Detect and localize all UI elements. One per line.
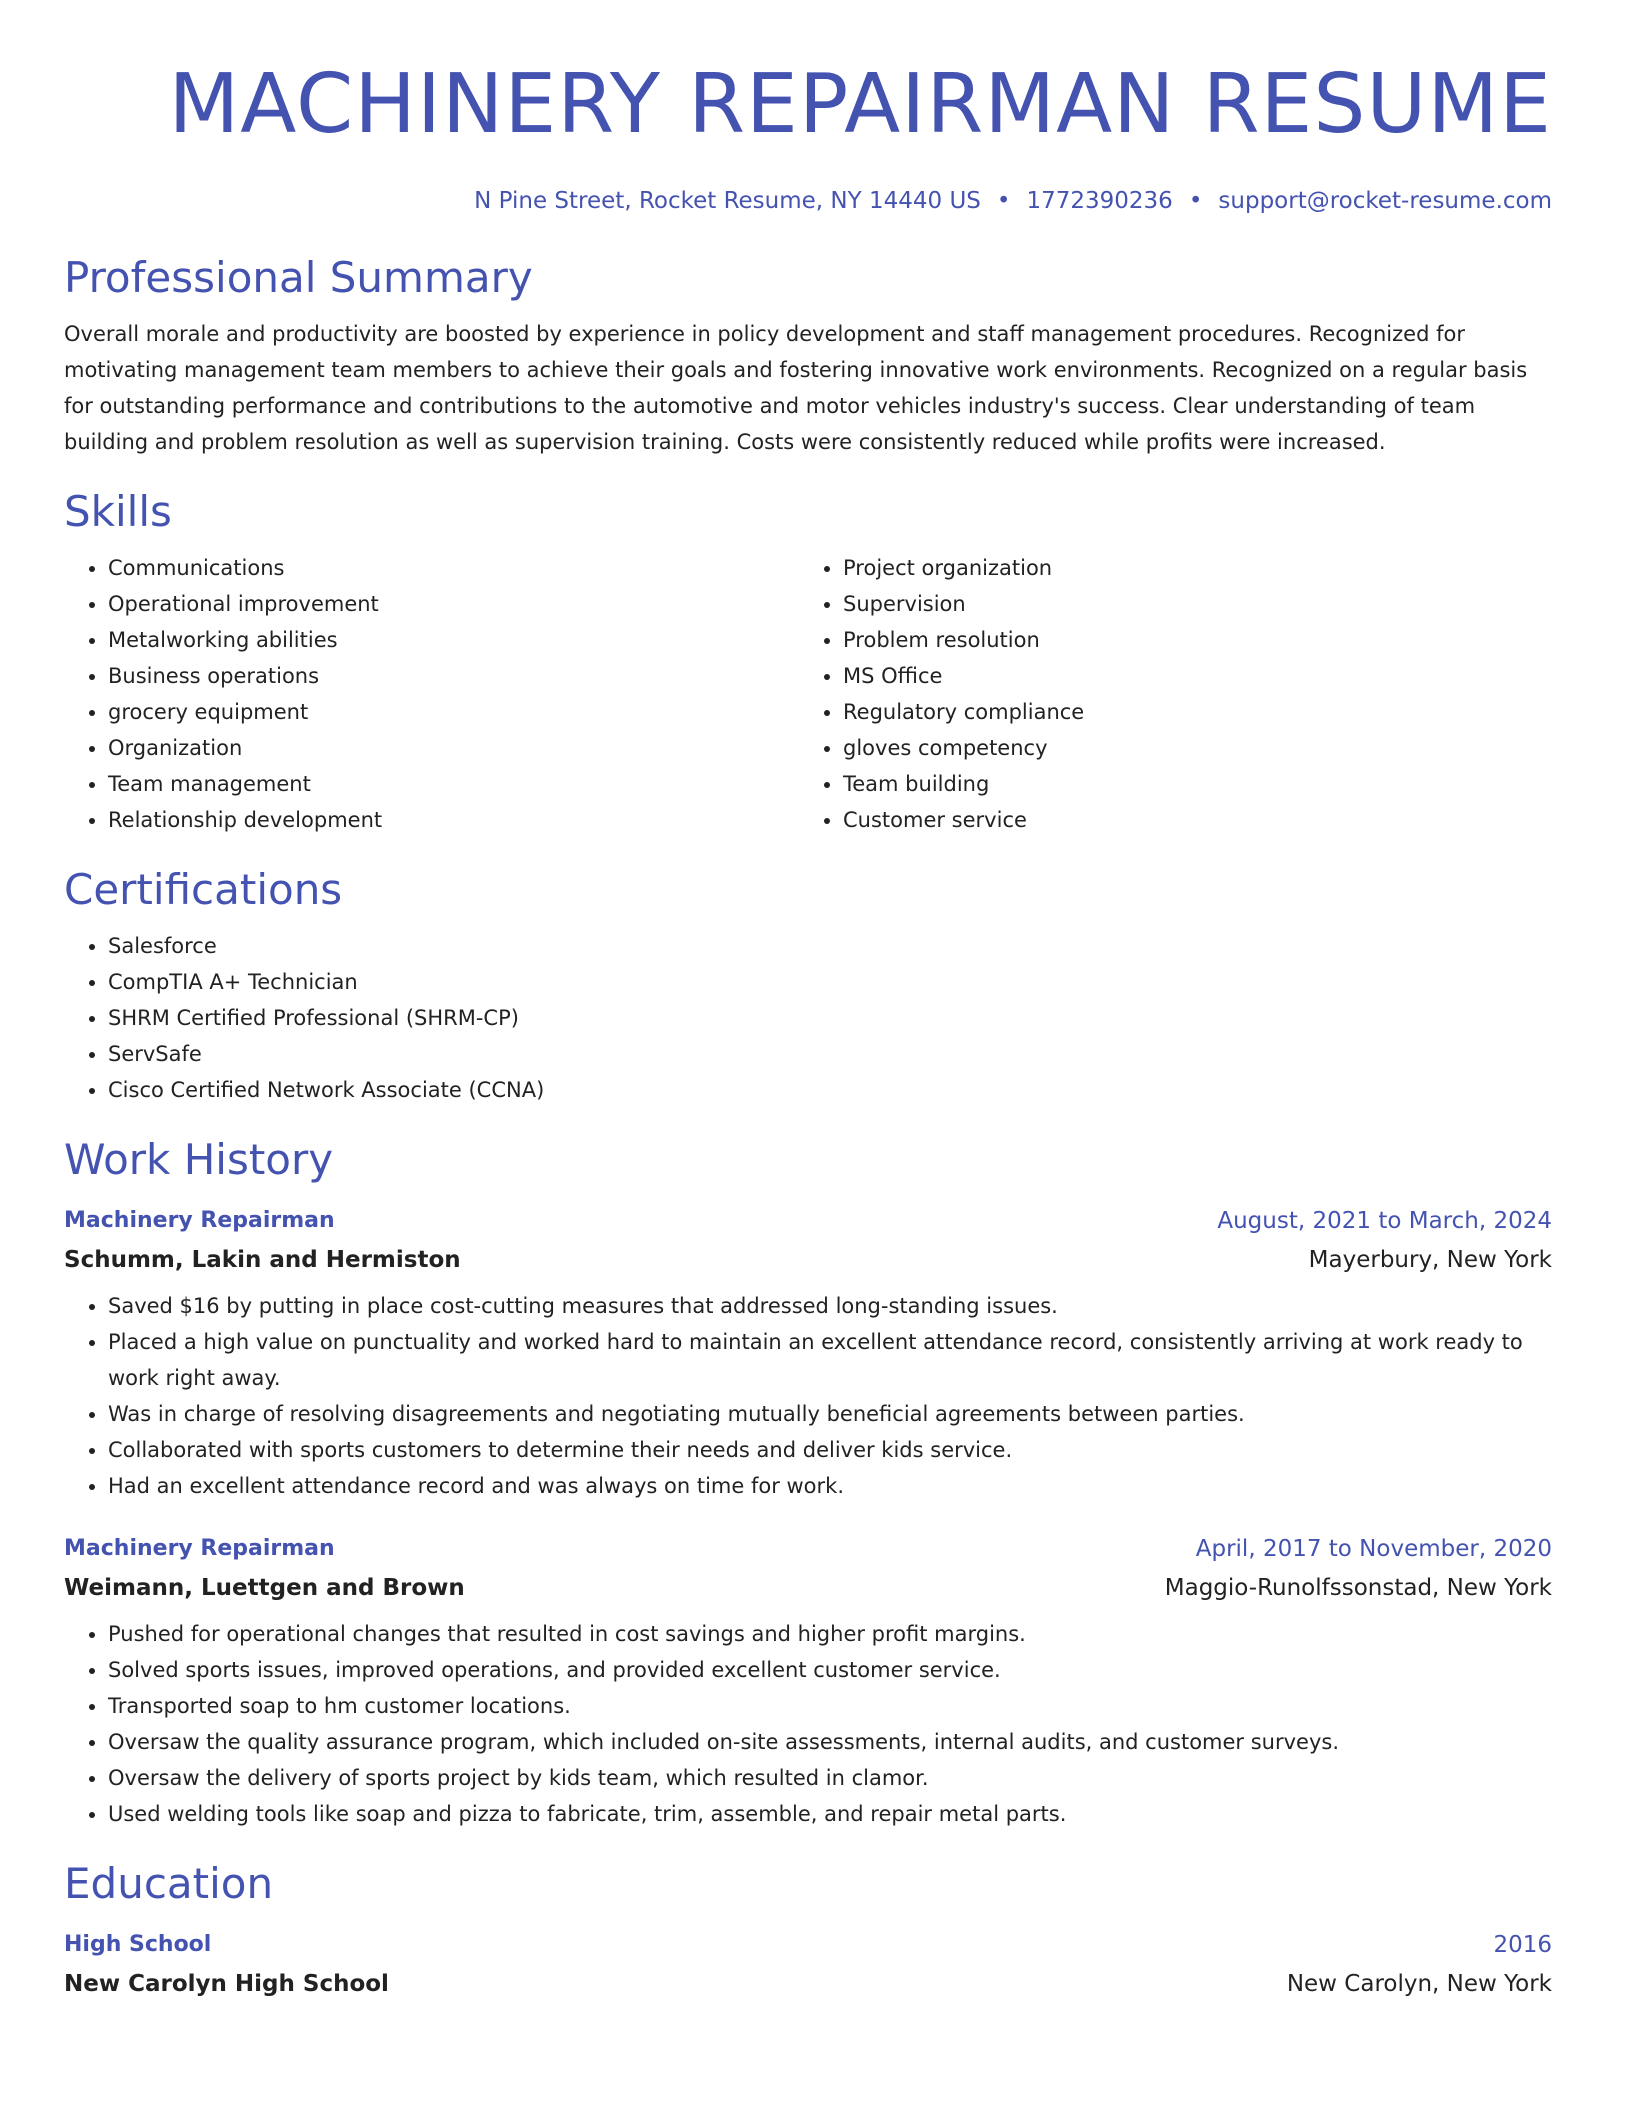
skill-item: • Relationship development bbox=[108, 802, 799, 838]
summary-heading: Professional Summary bbox=[64, 253, 533, 302]
phone[interactable]: 1772390236 bbox=[1026, 188, 1173, 214]
job-entry bbox=[64, 1202, 1552, 1504]
certification-item: • ServSafe bbox=[108, 1036, 1552, 1072]
job-dates: April, 2017 to November, 2020 bbox=[1195, 1536, 1552, 1562]
job-entry bbox=[64, 1530, 1552, 1832]
job-bullet: • Collaborated with sports customers to determine their needs and deliver kids service. bbox=[108, 1432, 1552, 1468]
skills-left-column bbox=[64, 550, 799, 838]
skill-item: • gloves competency bbox=[843, 730, 1534, 766]
work-history-section bbox=[64, 1132, 1552, 1832]
job-bullet: • Oversaw the quality assurance program, which included on-site assessments, internal audits, and customer surveys. bbox=[108, 1724, 1552, 1760]
email-link[interactable]: support@rocket-resume.com bbox=[1218, 188, 1552, 214]
contact-line bbox=[64, 186, 1552, 216]
skill-item: • Operational improvement bbox=[108, 586, 799, 622]
summary-section bbox=[64, 250, 1552, 460]
skill-item: • MS Office bbox=[843, 658, 1534, 694]
address: N Pine Street, Rocket Resume, NY 14440 US bbox=[474, 188, 981, 214]
certification-item: • SHRM Certified Professional (SHRM-CP) bbox=[108, 1000, 1552, 1036]
job-bullet: • Pushed for operational changes that resulted in cost savings and higher profit margins. bbox=[108, 1616, 1552, 1652]
education-school: New Carolyn High School bbox=[64, 1971, 389, 1997]
job-bullet: • Was in charge of resolving disagreements and negotiating mutually beneficial agreements between parties. bbox=[108, 1396, 1552, 1432]
certification-item: • CompTIA A+ Technician bbox=[108, 964, 1552, 1000]
skill-item: • Customer service bbox=[843, 802, 1534, 838]
skill-item: • Team management bbox=[108, 766, 799, 802]
job-company: Weimann, Luettgen and Brown bbox=[64, 1575, 465, 1601]
skill-item: • Regulatory compliance bbox=[843, 694, 1534, 730]
education-year: 2016 bbox=[1493, 1932, 1552, 1958]
skill-item: • Organization bbox=[108, 730, 799, 766]
job-dates: August, 2021 to March, 2024 bbox=[1217, 1208, 1552, 1234]
job-company-row bbox=[64, 1240, 1552, 1280]
education-school-row bbox=[64, 1964, 1552, 2004]
job-bullet: • Transported soap to hm customer locations. bbox=[108, 1688, 1552, 1724]
skills-section bbox=[64, 484, 1552, 838]
job-bullet: • Used welding tools like soap and pizza to fabricate, trim, assemble, and repair metal parts. bbox=[108, 1796, 1552, 1832]
skill-item: • Team building bbox=[843, 766, 1534, 802]
resume-page bbox=[64, 0, 1552, 2004]
separator: • bbox=[996, 188, 1011, 214]
job-title: Machinery Repairman bbox=[64, 1536, 335, 1561]
summary-text: Overall morale and productivity are boosted by experience in policy development and staff management procedures. Recognized for motivating management team members to achieve their goals and fostering innovative work environments. Recognized on a regular basis for outstanding performance and contributions to the automotive and motor vehicles industry's success. Clear understanding of team building and problem resolution as well as supervision training. Costs were consistently reduced while profits were increased. bbox=[64, 322, 1528, 454]
education-entry bbox=[64, 1926, 1552, 2004]
job-location: Mayerbury, New York bbox=[1308, 1247, 1552, 1273]
skill-item: • Project organization bbox=[843, 550, 1534, 586]
skill-item: • Communications bbox=[108, 550, 799, 586]
education-location: New Carolyn, New York bbox=[1286, 1971, 1552, 1997]
job-title-row bbox=[64, 1202, 1552, 1240]
resume-title: MACHINERY REPAIRMAN RESUME bbox=[168, 57, 1552, 152]
education-degree-row bbox=[64, 1926, 1552, 1964]
job-company-row bbox=[64, 1568, 1552, 1608]
education-degree: High School bbox=[64, 1932, 212, 1957]
job-bullet: • Saved $16 by putting in place cost-cutting measures that addressed long-standing issues. bbox=[108, 1288, 1552, 1324]
job-bullet: • Placed a high value on punctuality and worked hard to maintain an excellent attendance record, consistently arriving at work ready to work right away. bbox=[108, 1324, 1552, 1396]
work-history-heading: Work History bbox=[64, 1135, 334, 1184]
education-heading: Education bbox=[64, 1859, 274, 1908]
skills-heading: Skills bbox=[64, 487, 172, 536]
job-bullet: • Oversaw the delivery of sports project by kids team, which resulted in clamor. bbox=[108, 1760, 1552, 1796]
job-company: Schumm, Lakin and Hermiston bbox=[64, 1247, 461, 1273]
skill-item: • grocery equipment bbox=[108, 694, 799, 730]
job-bullet: • Solved sports issues, improved operations, and provided excellent customer service. bbox=[108, 1652, 1552, 1688]
separator: • bbox=[1188, 188, 1203, 214]
job-title-row bbox=[64, 1530, 1552, 1568]
skills-right-column bbox=[799, 550, 1534, 838]
job-title: Machinery Repairman bbox=[64, 1208, 335, 1233]
education-section bbox=[64, 1856, 1552, 2004]
job-bullet: • Had an excellent attendance record and was always on time for work. bbox=[108, 1468, 1552, 1504]
skill-item: • Business operations bbox=[108, 658, 799, 694]
certification-item: • Salesforce bbox=[108, 928, 1552, 964]
certification-item: • Cisco Certified Network Associate (CCNA) bbox=[108, 1072, 1552, 1108]
job-location: Maggio-Runolfssonstad, New York bbox=[1164, 1575, 1552, 1601]
certifications-section bbox=[64, 862, 1552, 1108]
skill-item: • Supervision bbox=[843, 586, 1534, 622]
skill-item: • Problem resolution bbox=[843, 622, 1534, 658]
skill-item: • Metalworking abilities bbox=[108, 622, 799, 658]
certifications-heading: Certifications bbox=[64, 865, 343, 914]
skills-columns bbox=[64, 550, 1552, 838]
